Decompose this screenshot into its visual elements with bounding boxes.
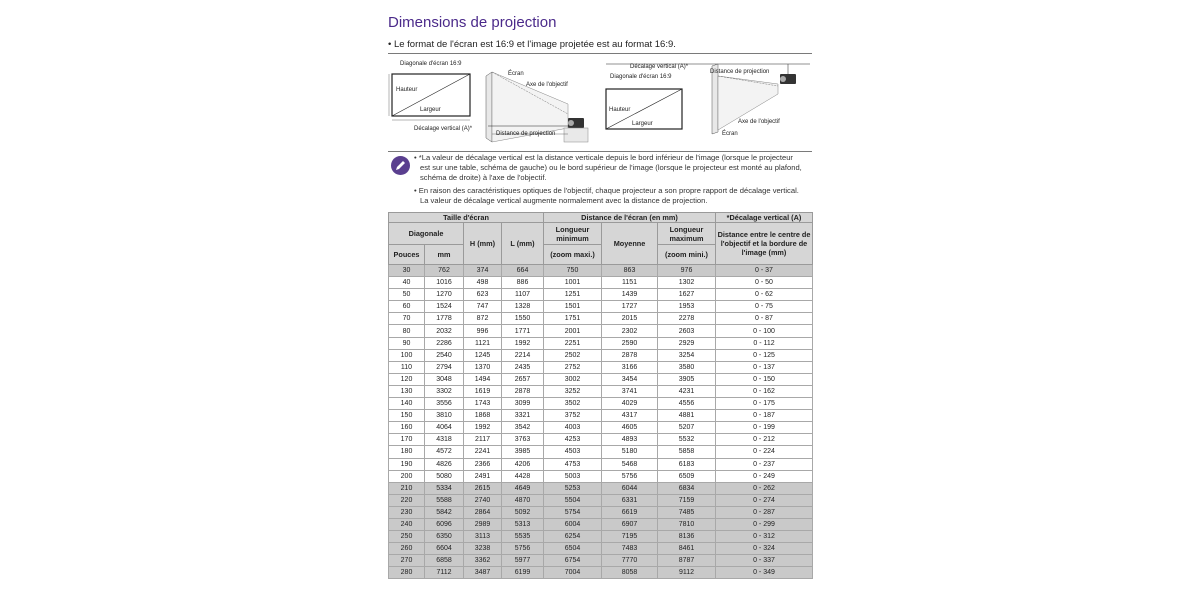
table-cell: 1627	[658, 289, 716, 301]
table-cell: 4649	[502, 482, 544, 494]
table-cell: 3002	[544, 373, 602, 385]
table-cell: 90	[389, 337, 425, 349]
table-cell: 1524	[425, 301, 464, 313]
diagram-label-ecran: Écran	[508, 71, 524, 77]
th-hmm: H (mm)	[464, 223, 502, 265]
table-cell: 1151	[602, 277, 658, 289]
diagram-label-hauteur-r: Hauteur	[609, 107, 631, 113]
note-1: • *La valeur de décalage vertical est la distance verticale depuis le bord inférieur de l'image (lorsque le projecteur est sur une table, schéma de gauche) ou le bord supérieur de l'image (lorsque le projecteur est monté au plafond, schéma de droite) à l'axe de l'objectif.	[414, 153, 802, 182]
table-cell: 2001	[544, 325, 602, 337]
table-cell: 7159	[658, 494, 716, 506]
table-cell: 5180	[602, 446, 658, 458]
table-cell: 0 - 137	[716, 361, 813, 373]
table-row	[389, 434, 813, 446]
table-cell: 4870	[502, 494, 544, 506]
table-cell: 6504	[544, 543, 602, 555]
table-cell: 4556	[658, 398, 716, 410]
table-cell: 0 - 212	[716, 434, 813, 446]
table-cell: 0 - 312	[716, 531, 813, 543]
table-cell: 0 - 349	[716, 567, 813, 579]
table-cell: 4881	[658, 410, 716, 422]
table-cell: 5080	[425, 470, 464, 482]
table-cell: 3048	[425, 373, 464, 385]
table-cell: 4605	[602, 422, 658, 434]
th-diagonale: Diagonale	[389, 223, 464, 245]
table-cell: 3985	[502, 446, 544, 458]
diagram-label-ecran-r: Écran	[722, 131, 738, 137]
diagram-label-diag-r: Diagonale d'écran 16:9	[610, 74, 672, 80]
table-cell: 0 - 337	[716, 555, 813, 567]
th-mm: mm	[425, 245, 464, 265]
table-cell: 0 - 199	[716, 422, 813, 434]
table-cell: 4003	[544, 422, 602, 434]
table-row	[389, 543, 813, 555]
diagram-label-diag: Diagonale d'écran 16:9	[400, 61, 462, 67]
table-cell: 1270	[425, 289, 464, 301]
table-cell: 2864	[464, 506, 502, 518]
table-cell: 80	[389, 325, 425, 337]
table-cell: 4253	[544, 434, 602, 446]
table-cell: 4753	[544, 458, 602, 470]
table-cell: 3099	[502, 398, 544, 410]
table-cell: 5588	[425, 494, 464, 506]
table-cell: 120	[389, 373, 425, 385]
table-cell: 886	[502, 277, 544, 289]
diagram-label-axe: Axe de l'objectif	[526, 82, 568, 88]
table-cell: 6199	[502, 567, 544, 579]
table-cell: 2615	[464, 482, 502, 494]
table-cell: 1016	[425, 277, 464, 289]
table-cell: 9112	[658, 567, 716, 579]
table-cell: 2491	[464, 470, 502, 482]
table-cell: 6183	[658, 458, 716, 470]
table-cell: 6044	[602, 482, 658, 494]
table-cell: 1751	[544, 313, 602, 325]
table-cell: 374	[464, 265, 502, 277]
table-cell: 160	[389, 422, 425, 434]
table-cell: 0 - 37	[716, 265, 813, 277]
table-cell: 240	[389, 518, 425, 530]
table-cell: 0 - 162	[716, 385, 813, 397]
table-cell: 100	[389, 349, 425, 361]
table-cell: 0 - 187	[716, 410, 813, 422]
table-row	[389, 470, 813, 482]
table-row	[389, 265, 813, 277]
table-row	[389, 337, 813, 349]
dimensions-table	[388, 212, 813, 579]
table-cell: 0 - 287	[716, 506, 813, 518]
table-cell: 5756	[602, 470, 658, 482]
table-cell: 1550	[502, 313, 544, 325]
table-cell: 260	[389, 543, 425, 555]
table-cell: 762	[425, 265, 464, 277]
table-cell: 2878	[602, 349, 658, 361]
table-cell: 5468	[602, 458, 658, 470]
diagram-label-decalage: Décalage vertical (A)*	[414, 126, 473, 132]
table-cell: 1778	[425, 313, 464, 325]
th-decalage: *Décalage vertical (A)	[716, 213, 813, 223]
table-cell: 230	[389, 506, 425, 518]
table-cell: 4572	[425, 446, 464, 458]
table-cell: 5977	[502, 555, 544, 567]
table-cell: 8136	[658, 531, 716, 543]
page-title: Dimensions de projection	[388, 14, 557, 31]
diagram-label-largeur-r: Largeur	[632, 121, 653, 127]
table-cell: 1743	[464, 398, 502, 410]
table-cell: 6350	[425, 531, 464, 543]
table-cell: 1771	[502, 325, 544, 337]
table-cell: 0 - 87	[716, 313, 813, 325]
table-cell: 996	[464, 325, 502, 337]
table-cell: 2590	[602, 337, 658, 349]
table-cell: 0 - 100	[716, 325, 813, 337]
table-cell: 3580	[658, 361, 716, 373]
table-cell: 3752	[544, 410, 602, 422]
document-page	[388, 0, 812, 600]
table-cell: 5313	[502, 518, 544, 530]
table-cell: 6754	[544, 555, 602, 567]
table-cell: 0 - 112	[716, 337, 813, 349]
table-cell: 1727	[602, 301, 658, 313]
table-cell: 2794	[425, 361, 464, 373]
table-row	[389, 313, 813, 325]
table-cell: 750	[544, 265, 602, 277]
table-cell: 210	[389, 482, 425, 494]
table-cell: 250	[389, 531, 425, 543]
table-cell: 5754	[544, 506, 602, 518]
table-cell: 0 - 75	[716, 301, 813, 313]
table-cell: 7810	[658, 518, 716, 530]
table-row	[389, 301, 813, 313]
table-cell: 8058	[602, 567, 658, 579]
table-cell: 8461	[658, 543, 716, 555]
table-row	[389, 325, 813, 337]
table-cell: 4893	[602, 434, 658, 446]
table-cell: 3763	[502, 434, 544, 446]
table-row	[389, 446, 813, 458]
table-row	[389, 422, 813, 434]
table-cell: 0 - 62	[716, 289, 813, 301]
table-row	[389, 494, 813, 506]
table-cell: 1245	[464, 349, 502, 361]
table-cell: 5532	[658, 434, 716, 446]
th-zoom-maxi: (zoom maxi.)	[544, 245, 602, 265]
table-cell: 2603	[658, 325, 716, 337]
table-cell: 190	[389, 458, 425, 470]
table-cell: 1107	[502, 289, 544, 301]
table-cell: 664	[502, 265, 544, 277]
table-cell: 4503	[544, 446, 602, 458]
table-row	[389, 277, 813, 289]
table-cell: 872	[464, 313, 502, 325]
table-cell: 1992	[464, 422, 502, 434]
table-cell: 6858	[425, 555, 464, 567]
table-cell: 2214	[502, 349, 544, 361]
table-cell: 50	[389, 289, 425, 301]
th-moyenne: Moyenne	[602, 223, 658, 265]
table-cell: 2435	[502, 361, 544, 373]
table-cell: 3454	[602, 373, 658, 385]
table-cell: 110	[389, 361, 425, 373]
table-cell: 7485	[658, 506, 716, 518]
table-row	[389, 398, 813, 410]
table-cell: 3238	[464, 543, 502, 555]
table-cell: 4064	[425, 422, 464, 434]
table-cell: 4428	[502, 470, 544, 482]
th-lmin: Longueur minimum	[544, 223, 602, 245]
table-cell: 170	[389, 434, 425, 446]
table-cell: 7195	[602, 531, 658, 543]
diagram-label-distance: Distance de projection	[496, 131, 556, 137]
table-cell: 40	[389, 277, 425, 289]
table-cell: 130	[389, 385, 425, 397]
note-2: • En raison des caractéristiques optiques de l'objectif, chaque projecteur a son propre rapport de décalage vertical. La valeur de décalage vertical augmente normalement avec la distance de projection.	[414, 186, 799, 205]
table-cell: 1501	[544, 301, 602, 313]
table-cell: 3542	[502, 422, 544, 434]
table-cell: 6331	[602, 494, 658, 506]
th-lmm: L (mm)	[502, 223, 544, 265]
table-cell: 4826	[425, 458, 464, 470]
table-cell: 3113	[464, 531, 502, 543]
table-cell: 1868	[464, 410, 502, 422]
table-cell: 3741	[602, 385, 658, 397]
diagram-label-hauteur: Hauteur	[396, 87, 418, 93]
diagram-label-axe-r: Axe de l'objectif	[738, 119, 780, 125]
divider	[388, 151, 812, 152]
table-cell: 4318	[425, 434, 464, 446]
table-cell: 200	[389, 470, 425, 482]
table-cell: 5756	[502, 543, 544, 555]
table-row	[389, 349, 813, 361]
table-cell: 0 - 324	[716, 543, 813, 555]
table-cell: 2241	[464, 446, 502, 458]
table-cell: 3556	[425, 398, 464, 410]
diagram-label-largeur: Largeur	[420, 107, 441, 113]
table-cell: 3321	[502, 410, 544, 422]
table-cell: 2117	[464, 434, 502, 446]
table-cell: 0 - 224	[716, 446, 813, 458]
table-cell: 150	[389, 410, 425, 422]
table-cell: 4029	[602, 398, 658, 410]
table-cell: 1121	[464, 337, 502, 349]
table-cell: 3166	[602, 361, 658, 373]
table-cell: 0 - 150	[716, 373, 813, 385]
table-cell: 0 - 125	[716, 349, 813, 361]
table-cell: 2251	[544, 337, 602, 349]
table-cell: 2657	[502, 373, 544, 385]
table-cell: 3905	[658, 373, 716, 385]
th-pouces: Pouces	[389, 245, 425, 265]
table-cell: 6004	[544, 518, 602, 530]
table-cell: 2929	[658, 337, 716, 349]
table-cell: 0 - 274	[716, 494, 813, 506]
table-cell: 5858	[658, 446, 716, 458]
table-cell: 6619	[602, 506, 658, 518]
diagram-svg	[388, 54, 812, 150]
table-cell: 1619	[464, 385, 502, 397]
table-cell: 30	[389, 265, 425, 277]
table-cell: 1370	[464, 361, 502, 373]
diagram-ceiling-mount	[606, 64, 810, 137]
table-cell: 2878	[502, 385, 544, 397]
table-cell: 5334	[425, 482, 464, 494]
table-cell: 1251	[544, 289, 602, 301]
table-cell: 3487	[464, 567, 502, 579]
table-cell: 0 - 299	[716, 518, 813, 530]
table-cell: 3810	[425, 410, 464, 422]
table-cell: 3302	[425, 385, 464, 397]
table-cell: 3362	[464, 555, 502, 567]
table-cell: 6254	[544, 531, 602, 543]
table-cell: 2302	[602, 325, 658, 337]
table-cell: 140	[389, 398, 425, 410]
table-cell: 1302	[658, 277, 716, 289]
table-cell: 2286	[425, 337, 464, 349]
table-cell: 2752	[544, 361, 602, 373]
table-cell: 220	[389, 494, 425, 506]
table-cell: 6509	[658, 470, 716, 482]
table-row	[389, 385, 813, 397]
table-cell: 7112	[425, 567, 464, 579]
th-lmax: Longueur maximum	[658, 223, 716, 245]
table-cell: 5535	[502, 531, 544, 543]
table-body	[389, 265, 813, 579]
table-cell: 2540	[425, 349, 464, 361]
table-cell: 1328	[502, 301, 544, 313]
table-row	[389, 567, 813, 579]
table-cell: 0 - 237	[716, 458, 813, 470]
table-row	[389, 506, 813, 518]
th-distance: Distance de l'écran (en mm)	[544, 213, 716, 223]
table-cell: 5504	[544, 494, 602, 506]
table-row	[389, 555, 813, 567]
table-cell: 7004	[544, 567, 602, 579]
table-cell: 747	[464, 301, 502, 313]
table-cell: 270	[389, 555, 425, 567]
table-cell: 863	[602, 265, 658, 277]
table-cell: 0 - 249	[716, 470, 813, 482]
th-dist-centre: Distance entre le centre de l'objectif et la bordure de l'image (mm)	[716, 223, 813, 265]
table-cell: 8787	[658, 555, 716, 567]
table-cell: 1992	[502, 337, 544, 349]
table-cell: 7483	[602, 543, 658, 555]
table-cell: 976	[658, 265, 716, 277]
table-cell: 4206	[502, 458, 544, 470]
diagram-label-distance-r: Distance de projection	[710, 69, 770, 75]
table-cell: 2278	[658, 313, 716, 325]
note-pencil-icon	[391, 156, 410, 175]
table-cell: 6096	[425, 518, 464, 530]
table-cell: 6604	[425, 543, 464, 555]
table-cell: 2740	[464, 494, 502, 506]
table-cell: 2989	[464, 518, 502, 530]
table-cell: 1953	[658, 301, 716, 313]
table-cell: 5842	[425, 506, 464, 518]
table-cell: 0 - 50	[716, 277, 813, 289]
table-row	[389, 289, 813, 301]
th-taille: Taille d'écran	[389, 213, 544, 223]
table-row	[389, 518, 813, 530]
table-cell: 5253	[544, 482, 602, 494]
table-cell: 5003	[544, 470, 602, 482]
table-cell: 180	[389, 446, 425, 458]
table-cell: 3254	[658, 349, 716, 361]
table-cell: 4231	[658, 385, 716, 397]
table-row	[389, 410, 813, 422]
table-cell: 2032	[425, 325, 464, 337]
table-cell: 4317	[602, 410, 658, 422]
table-row	[389, 482, 813, 494]
intro-bullet: • Le format de l'écran est 16:9 et l'image projetée est au format 16:9.	[388, 39, 676, 50]
table-cell: 623	[464, 289, 502, 301]
table-cell: 6834	[658, 482, 716, 494]
table-cell: 1494	[464, 373, 502, 385]
table-row	[389, 531, 813, 543]
projection-diagrams	[388, 54, 812, 150]
table-cell: 1439	[602, 289, 658, 301]
table-cell: 280	[389, 567, 425, 579]
table-cell: 70	[389, 313, 425, 325]
table-cell: 3502	[544, 398, 602, 410]
table-cell: 498	[464, 277, 502, 289]
th-zoom-mini: (zoom mini.)	[658, 245, 716, 265]
table-cell: 5207	[658, 422, 716, 434]
table-cell: 3252	[544, 385, 602, 397]
diagram-table-mount	[389, 61, 588, 142]
table-row	[389, 458, 813, 470]
table-cell: 2015	[602, 313, 658, 325]
table-row	[389, 373, 813, 385]
table-cell: 1001	[544, 277, 602, 289]
table-cell: 2502	[544, 349, 602, 361]
table-cell: 5092	[502, 506, 544, 518]
table-cell: 6907	[602, 518, 658, 530]
table-row	[389, 361, 813, 373]
table-cell: 0 - 175	[716, 398, 813, 410]
diagram-label-decalage-r: Décalage vertical (A)*	[630, 64, 689, 70]
table-cell: 7770	[602, 555, 658, 567]
table-cell: 0 - 262	[716, 482, 813, 494]
table-cell: 60	[389, 301, 425, 313]
table-cell: 2366	[464, 458, 502, 470]
dimensions-table-wrap	[388, 212, 812, 579]
